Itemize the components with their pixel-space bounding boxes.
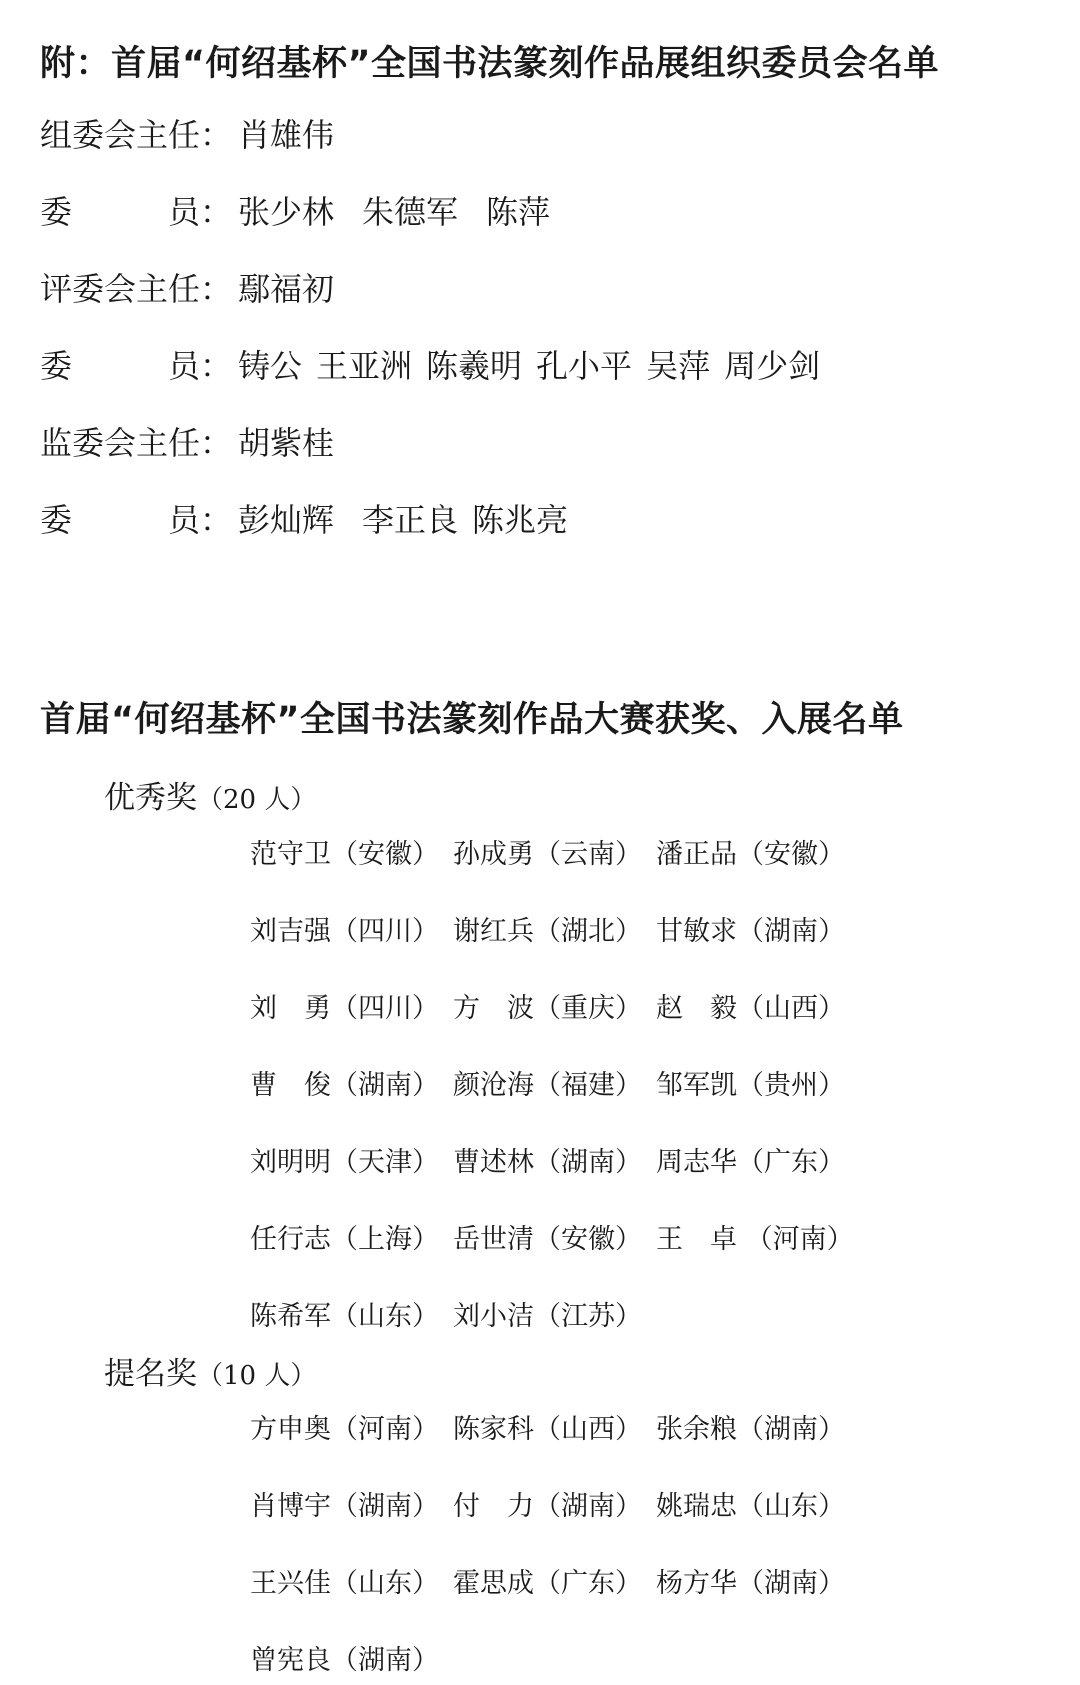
- committee-line: [40, 341, 820, 387]
- winner-entry: 方 波（重庆）: [453, 993, 642, 1024]
- winner-entry: 霍思成（广东）: [453, 1568, 642, 1599]
- winner-entry: 曹 俊（湖南）: [250, 1070, 439, 1101]
- winner-entry: 刘 勇（四川）: [250, 993, 439, 1024]
- winner-entry: 邹军凯（贵州）: [656, 1070, 845, 1101]
- winner-entry: 陈家科（山西）: [453, 1414, 642, 1445]
- winner-entry: 谢红兵（湖北）: [453, 916, 642, 947]
- winner-entry: 陈希军（山东）: [250, 1301, 439, 1332]
- winner-entry: 甘敏求（湖南）: [656, 916, 845, 947]
- committee-line: [40, 495, 596, 541]
- winner-row: [250, 1484, 859, 1523]
- winner-entry: 颜沧海（福建）: [453, 1070, 642, 1101]
- awards-title: 首届“何绍基杯”全国书法篆刻作品大赛获奖、入展名单: [40, 700, 904, 740]
- winner-entry: 肖博宇（湖南）: [250, 1491, 439, 1522]
- winner-entry: 付 力（湖南）: [453, 1491, 642, 1522]
- winner-entry: 王兴佳（山东）: [250, 1568, 439, 1599]
- committee-role: 委 员：: [40, 347, 233, 385]
- committee-role: 组委会主任：: [40, 116, 233, 154]
- winner-entry: 赵 毅（山西）: [656, 993, 845, 1024]
- award-section-heading: [104, 1348, 316, 1393]
- winner-row: [250, 1217, 868, 1256]
- member-name: 肖雄伟: [238, 116, 335, 154]
- committee-title: 附：首届“何绍基杯”全国书法篆刻作品展组织委员会名单: [40, 44, 940, 84]
- winner-row: [250, 1561, 859, 1600]
- committee-role: 评委会主任：: [40, 270, 233, 308]
- award-name: 优秀奖: [104, 780, 197, 816]
- winner-entry: 刘明明（天津）: [250, 1147, 439, 1178]
- committee-names: [238, 270, 362, 308]
- award-count: （20 人）: [197, 785, 317, 815]
- winner-row: [250, 1063, 859, 1102]
- winner-row: [250, 1294, 656, 1333]
- winner-row: [250, 986, 859, 1025]
- committee-role: 委 员：: [40, 193, 233, 231]
- winner-entry: 刘小洁（江苏）: [453, 1301, 642, 1332]
- winner-row: [250, 832, 859, 871]
- winner-entry: 姚瑞忠（山东）: [656, 1491, 845, 1522]
- winner-entry: 潘正品（安徽）: [656, 839, 845, 870]
- committee-names: [238, 116, 362, 154]
- winner-entry: 张余粮（湖南）: [656, 1414, 845, 1445]
- committee-line: [40, 264, 362, 310]
- member-name: 王亚洲: [316, 347, 413, 385]
- award-section-heading: [104, 772, 316, 817]
- winner-entry: 岳世清（安徽）: [453, 1224, 642, 1255]
- winner-entry: 任行志（上海）: [250, 1224, 439, 1255]
- winner-row: [250, 1140, 859, 1179]
- winner-entry: 孙成勇（云南）: [453, 839, 642, 870]
- committee-names: [238, 501, 596, 539]
- member-name: 胡紫桂: [238, 424, 335, 462]
- winner-entry: 范守卫（安徽）: [250, 839, 439, 870]
- winner-entry: 曹述林（湖南）: [453, 1147, 642, 1178]
- committee-names: [238, 347, 820, 385]
- winner-entry: 刘吉强（四川）: [250, 916, 439, 947]
- member-name: 吴萍: [646, 347, 711, 385]
- award-name: 提名奖: [104, 1356, 197, 1392]
- member-name: 彭灿辉: [238, 501, 335, 539]
- award-count: （10 人）: [197, 1361, 317, 1391]
- committee-role: 监委会主任：: [40, 424, 233, 462]
- winner-entry: 王 卓 （河南）: [656, 1224, 854, 1255]
- winner-row: [250, 1407, 859, 1446]
- member-name: 李正良: [362, 501, 459, 539]
- member-name: 孔小平: [536, 347, 633, 385]
- member-name: 陈萍: [486, 193, 551, 231]
- winner-entry: 周志华（广东）: [656, 1147, 845, 1178]
- member-name: 周少剑: [724, 347, 821, 385]
- winner-row: [250, 909, 859, 948]
- member-name: 鄢福初: [238, 270, 335, 308]
- committee-names: [238, 424, 362, 462]
- winner-row: [250, 1638, 453, 1677]
- committee-line: [40, 187, 578, 233]
- member-name: 朱德军: [362, 193, 459, 231]
- winner-entry: 杨方华（湖南）: [656, 1568, 845, 1599]
- member-name: 陈羲明: [426, 347, 523, 385]
- committee-line: [40, 110, 362, 156]
- winner-entry: 曾宪良（湖南）: [250, 1645, 439, 1676]
- member-name: 陈兆亮: [472, 501, 569, 539]
- committee-names: [238, 193, 578, 231]
- committee-line: [40, 418, 362, 464]
- member-name: 张少林: [238, 193, 335, 231]
- member-name: 铸公: [238, 347, 303, 385]
- winner-entry: 方申奥（河南）: [250, 1414, 439, 1445]
- committee-role: 委 员：: [40, 501, 233, 539]
